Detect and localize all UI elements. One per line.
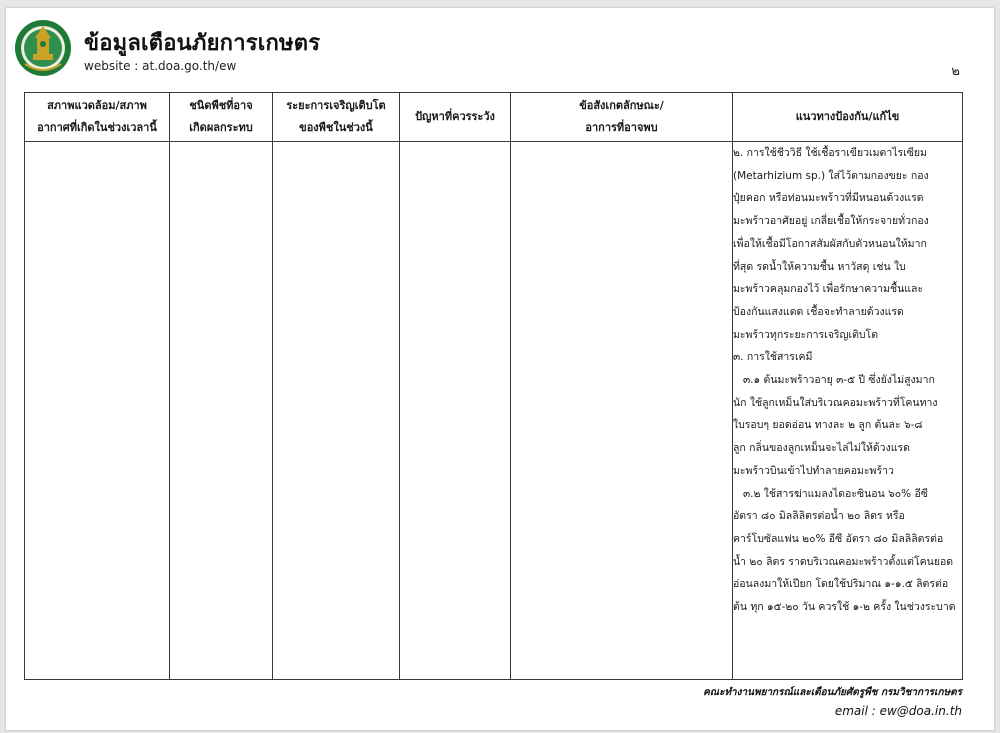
guidance-line: น้ำ ๒๐ ลิตร ราดบริเวณคอมะพร้าวตั้งแต่โคนยอด (733, 555, 954, 568)
guidance-line: (Metarhizium sp.) ใส่ไว้ตามกองขยะ กอง (733, 169, 929, 182)
guidance-line: ที่สุด รดน้ำให้ความชื้น หาวัสดุ เช่น ใบ (733, 260, 906, 273)
guidance-line: ๓.๑ ต้นมะพร้าวอายุ ๓-๕ ปี ซึ่งยังไม่สูงมาก (743, 374, 935, 387)
header-environment: สภาพแวดล้อม/สภาพ อากาศที่เกิดในช่วงเวลานี้ (25, 93, 170, 142)
guidance-line: มะพร้าวบินเข้าไปทำลายคอมะพร้าว (733, 464, 894, 477)
guidance-line: มะพร้าวอาศัยอยู่ เกลี่ยเชื้อให้กระจายทั่วกอง (733, 215, 929, 228)
website-url[interactable]: website : at.doa.go.th/ew (84, 59, 237, 73)
guidance-line: นัก ใช้ลูกเหม็นใส่บริเวณคอมะพร้าวที่โคนทาง (733, 396, 938, 409)
guidance-line: มะพร้าวทุกระยะการเจริญเติบโต (733, 328, 879, 341)
cell-affected-crops (170, 142, 273, 680)
guidance-line: ต้น ทุก ๑๕-๒๐ วัน ควรใช้ ๑-๒ ครั้ง ในช่วงระบาด (733, 601, 956, 614)
cell-symptoms (511, 142, 733, 680)
header-growth-stage: ระยะการเจริญเติบโต ของพืชในช่วงนี้ (273, 93, 400, 142)
guidance-line: ๓. การใช้สารเคมี (733, 351, 813, 364)
cell-prevention (733, 142, 963, 680)
footer-email[interactable]: email : ew@doa.in.th (834, 704, 962, 718)
guidance-line: เพื่อให้เชื้อมีโอกาสสัมผัสกับตัวหนอนให้มาก (733, 237, 927, 250)
cell-environment (25, 142, 170, 680)
table-row (25, 142, 963, 680)
guidance-line: อัตรา ๘๐ มิลลิลิตรต่อน้ำ ๒๐ ลิตร หรือ (733, 510, 905, 523)
cell-growth-stage (273, 142, 400, 680)
header-affected-crops: ชนิดพืชที่อาจ เกิดผลกระทบ (170, 93, 273, 142)
guidance-line: ใบรอบๆ ยอดอ่อน ทางละ ๒ ลูก ต้นละ ๖-๘ (733, 419, 923, 432)
guidance-line: ปุ๋ยคอก หรือท่อนมะพร้าวที่มีหนอนด้วงแรด (733, 192, 924, 205)
guidance-line: อ่อนลงมาให้เปียก โดยใช้ปริมาณ ๑-๑.๕ ลิตรต่อ (733, 578, 949, 591)
guidance-line: ป้องกันแสงแดด เชื้อจะทำลายด้วงแรด (733, 305, 904, 318)
header-problems: ปัญหาที่ควรระวัง (400, 93, 511, 142)
guidance-line: ๒. การใช้ชีววิธี ใช้เชื้อราเขียวเมตาไรเซียม (733, 147, 927, 159)
page-number: ๒ (951, 64, 960, 79)
document-title: ข้อมูลเตือนภัยการเกษตร (84, 31, 321, 56)
warning-table (24, 92, 963, 680)
document-page (6, 8, 994, 730)
doa-logo-icon (13, 18, 73, 78)
guidance-line: ลูก กลิ่นของลูกเหม็นจะไล่ไม่ให้ด้วงแรด (733, 442, 910, 455)
header-prevention: แนวทางป้องกัน/แก้ไข (733, 93, 963, 142)
footer-organization: คณะทำงานพยากรณ์และเตือนภัยศัตรูพืช กรมวิชาการเกษตร (703, 687, 962, 698)
header-symptoms: ข้อสังเกตลักษณะ/ อาการที่อาจพบ (511, 93, 733, 142)
cell-problems (400, 142, 511, 680)
guidance-line: ๓.๒ ใช้สารฆ่าแมลงไดอะซินอน ๖๐% อีซี (743, 487, 928, 500)
table-header-row (25, 93, 963, 142)
guidance-line: คาร์โบซัลแฟน ๒๐% อีซี อัตรา ๘๐ มิลลิลิตรต่อ (733, 532, 944, 545)
guidance-line: มะพร้าวคลุมกองไว้ เพื่อรักษาความชื้นและ (733, 283, 924, 296)
